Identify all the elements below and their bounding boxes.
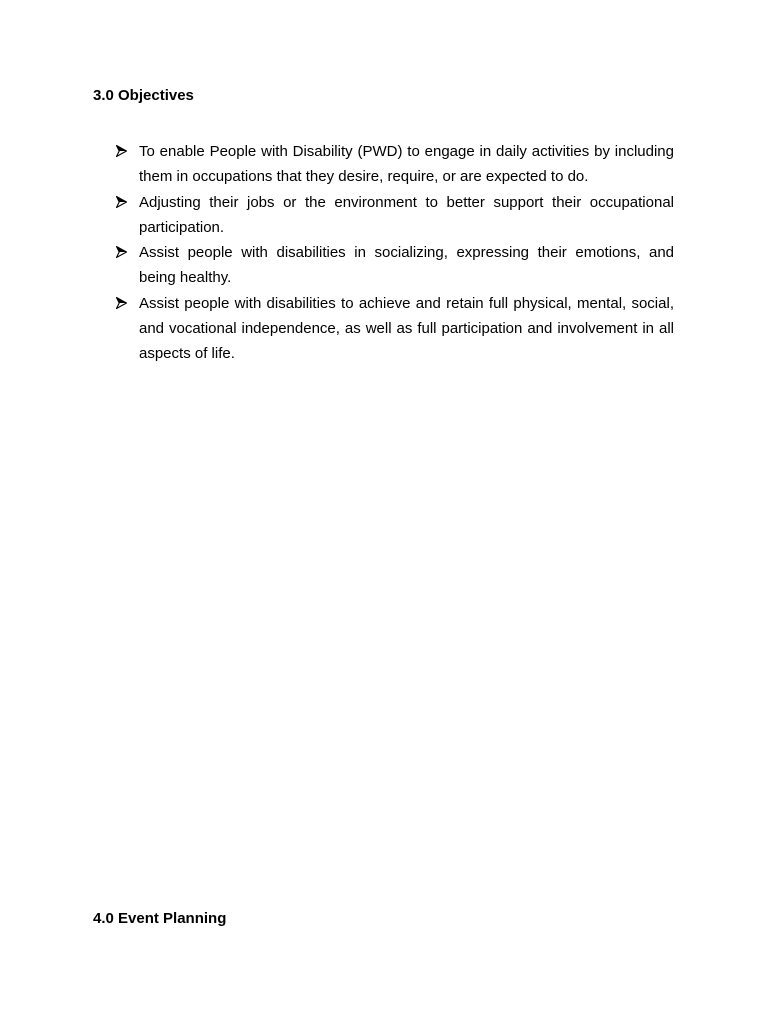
section-heading-event-planning: 4.0 Event Planning [93,910,227,927]
arrowhead-bullet-icon [116,145,127,157]
arrowhead-bullet-icon [116,196,127,208]
arrowhead-bullet-icon [116,246,127,258]
objectives-list [116,139,674,367]
objective-text: Assist people with disabilities to achieve and retain full physical, mental, social, and vocational independence, as well as full participation and involvement in all aspects of life. [139,294,674,363]
objective-item [116,190,674,241]
objective-text: To enable People with Disability (PWD) to engage in daily activities by including them in occupations that they desire, require, or are expected to do. [139,143,674,186]
objective-text: Adjusting their jobs or the environment to better support their occupational participation. [139,193,674,236]
arrowhead-bullet-icon [116,297,127,309]
objective-item [116,291,674,367]
objective-item [116,240,674,291]
section-heading-objectives: 3.0 Objectives [93,87,194,104]
objective-item [116,139,674,190]
objective-text: Assist people with disabilities in socializing, expressing their emotions, and being healthy. [139,244,674,287]
